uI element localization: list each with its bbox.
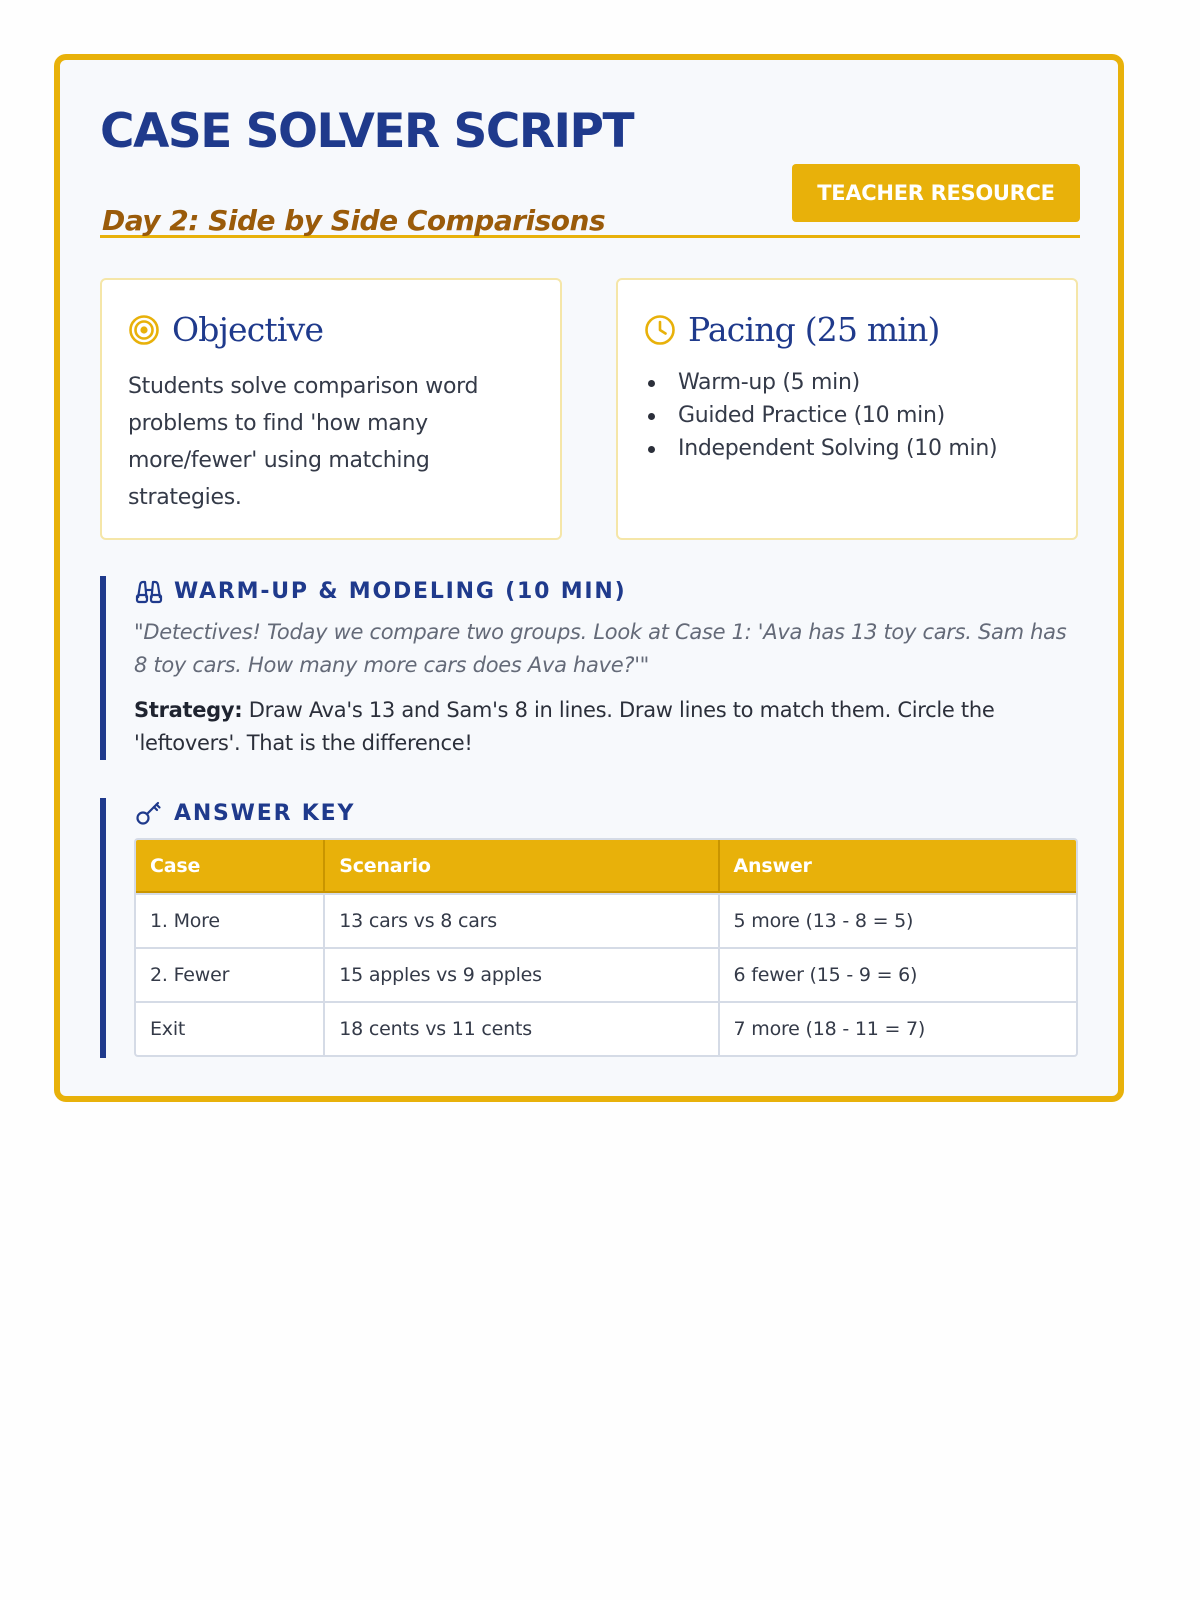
warmup-section: [100, 576, 1080, 760]
pacing-item: Independent Solving (10 min): [644, 432, 997, 465]
objective-title: Objective: [172, 310, 324, 349]
column-header-case: Case: [150, 854, 201, 877]
pacing-header: [644, 310, 940, 349]
objective-header: [128, 310, 323, 349]
pacing-item: Warm-up (5 min): [644, 366, 997, 399]
strategy-body: Draw Ava's 13 and Sam's 8 in lines. Draw lines to match them. Circle the 'leftovers'. That is the difference!: [134, 698, 995, 755]
column-header-scenario: Scenario: [323, 840, 717, 891]
table-cell: 7 more (18 - 11 = 7): [718, 1003, 1076, 1055]
clock-icon: [644, 314, 676, 346]
pacing-list: [644, 366, 997, 465]
page-title: CASE SOLVER SCRIPT: [100, 104, 634, 159]
table-cell: 15 apples vs 9 apples: [323, 949, 717, 1001]
header: [100, 100, 1080, 238]
table-cell: 18 cents vs 11 cents: [323, 1003, 717, 1055]
strategy-text: [134, 694, 1074, 760]
table-row: [136, 1001, 1076, 1055]
binoculars-icon: [134, 576, 164, 606]
answer-key-section: [100, 798, 1080, 1058]
table-cell: 13 cars vs 8 cars: [323, 895, 717, 947]
column-header-answer: Answer: [718, 840, 1076, 891]
answer-key-table: [134, 838, 1078, 1057]
key-icon: [134, 798, 164, 828]
pacing-item: Guided Practice (10 min): [644, 399, 997, 432]
objective-text: Students solve comparison word problems to find 'how many more/fewer' using matching strategies.: [128, 374, 479, 510]
warmup-title: WARM-UP & MODELING (10 MIN): [174, 578, 627, 604]
teacher-resource-badge: TEACHER RESOURCE: [792, 164, 1080, 222]
pacing-title: Pacing (25 min): [688, 310, 940, 349]
answer-key-title: ANSWER KEY: [174, 800, 356, 826]
table-cell: 5 more (13 - 8 = 5): [718, 895, 1076, 947]
table-cell: 2. Fewer: [150, 964, 230, 986]
table-row: [136, 947, 1076, 1001]
target-icon: [128, 314, 160, 346]
answer-key-header: [134, 798, 355, 828]
strategy-label: Strategy:: [134, 698, 243, 722]
objective-panel: [100, 278, 562, 540]
table-header-row: [136, 840, 1076, 893]
table-cell: 6 fewer (15 - 9 = 6): [718, 949, 1076, 1001]
warmup-header: [134, 576, 626, 606]
table-row: [136, 893, 1076, 947]
lesson-card: [54, 54, 1124, 1102]
page-subtitle: Day 2: Side by Side Comparisons: [102, 204, 606, 237]
warmup-quote: "Detectives! Today we compare two groups. Look at Case 1: 'Ava has 13 toy cars. Sam has 8 toy cars. How many more cars does Ava have?'": [134, 620, 1067, 677]
pacing-panel: [616, 278, 1078, 540]
table-cell: 1. More: [150, 910, 220, 932]
table-cell: Exit: [150, 1018, 186, 1040]
